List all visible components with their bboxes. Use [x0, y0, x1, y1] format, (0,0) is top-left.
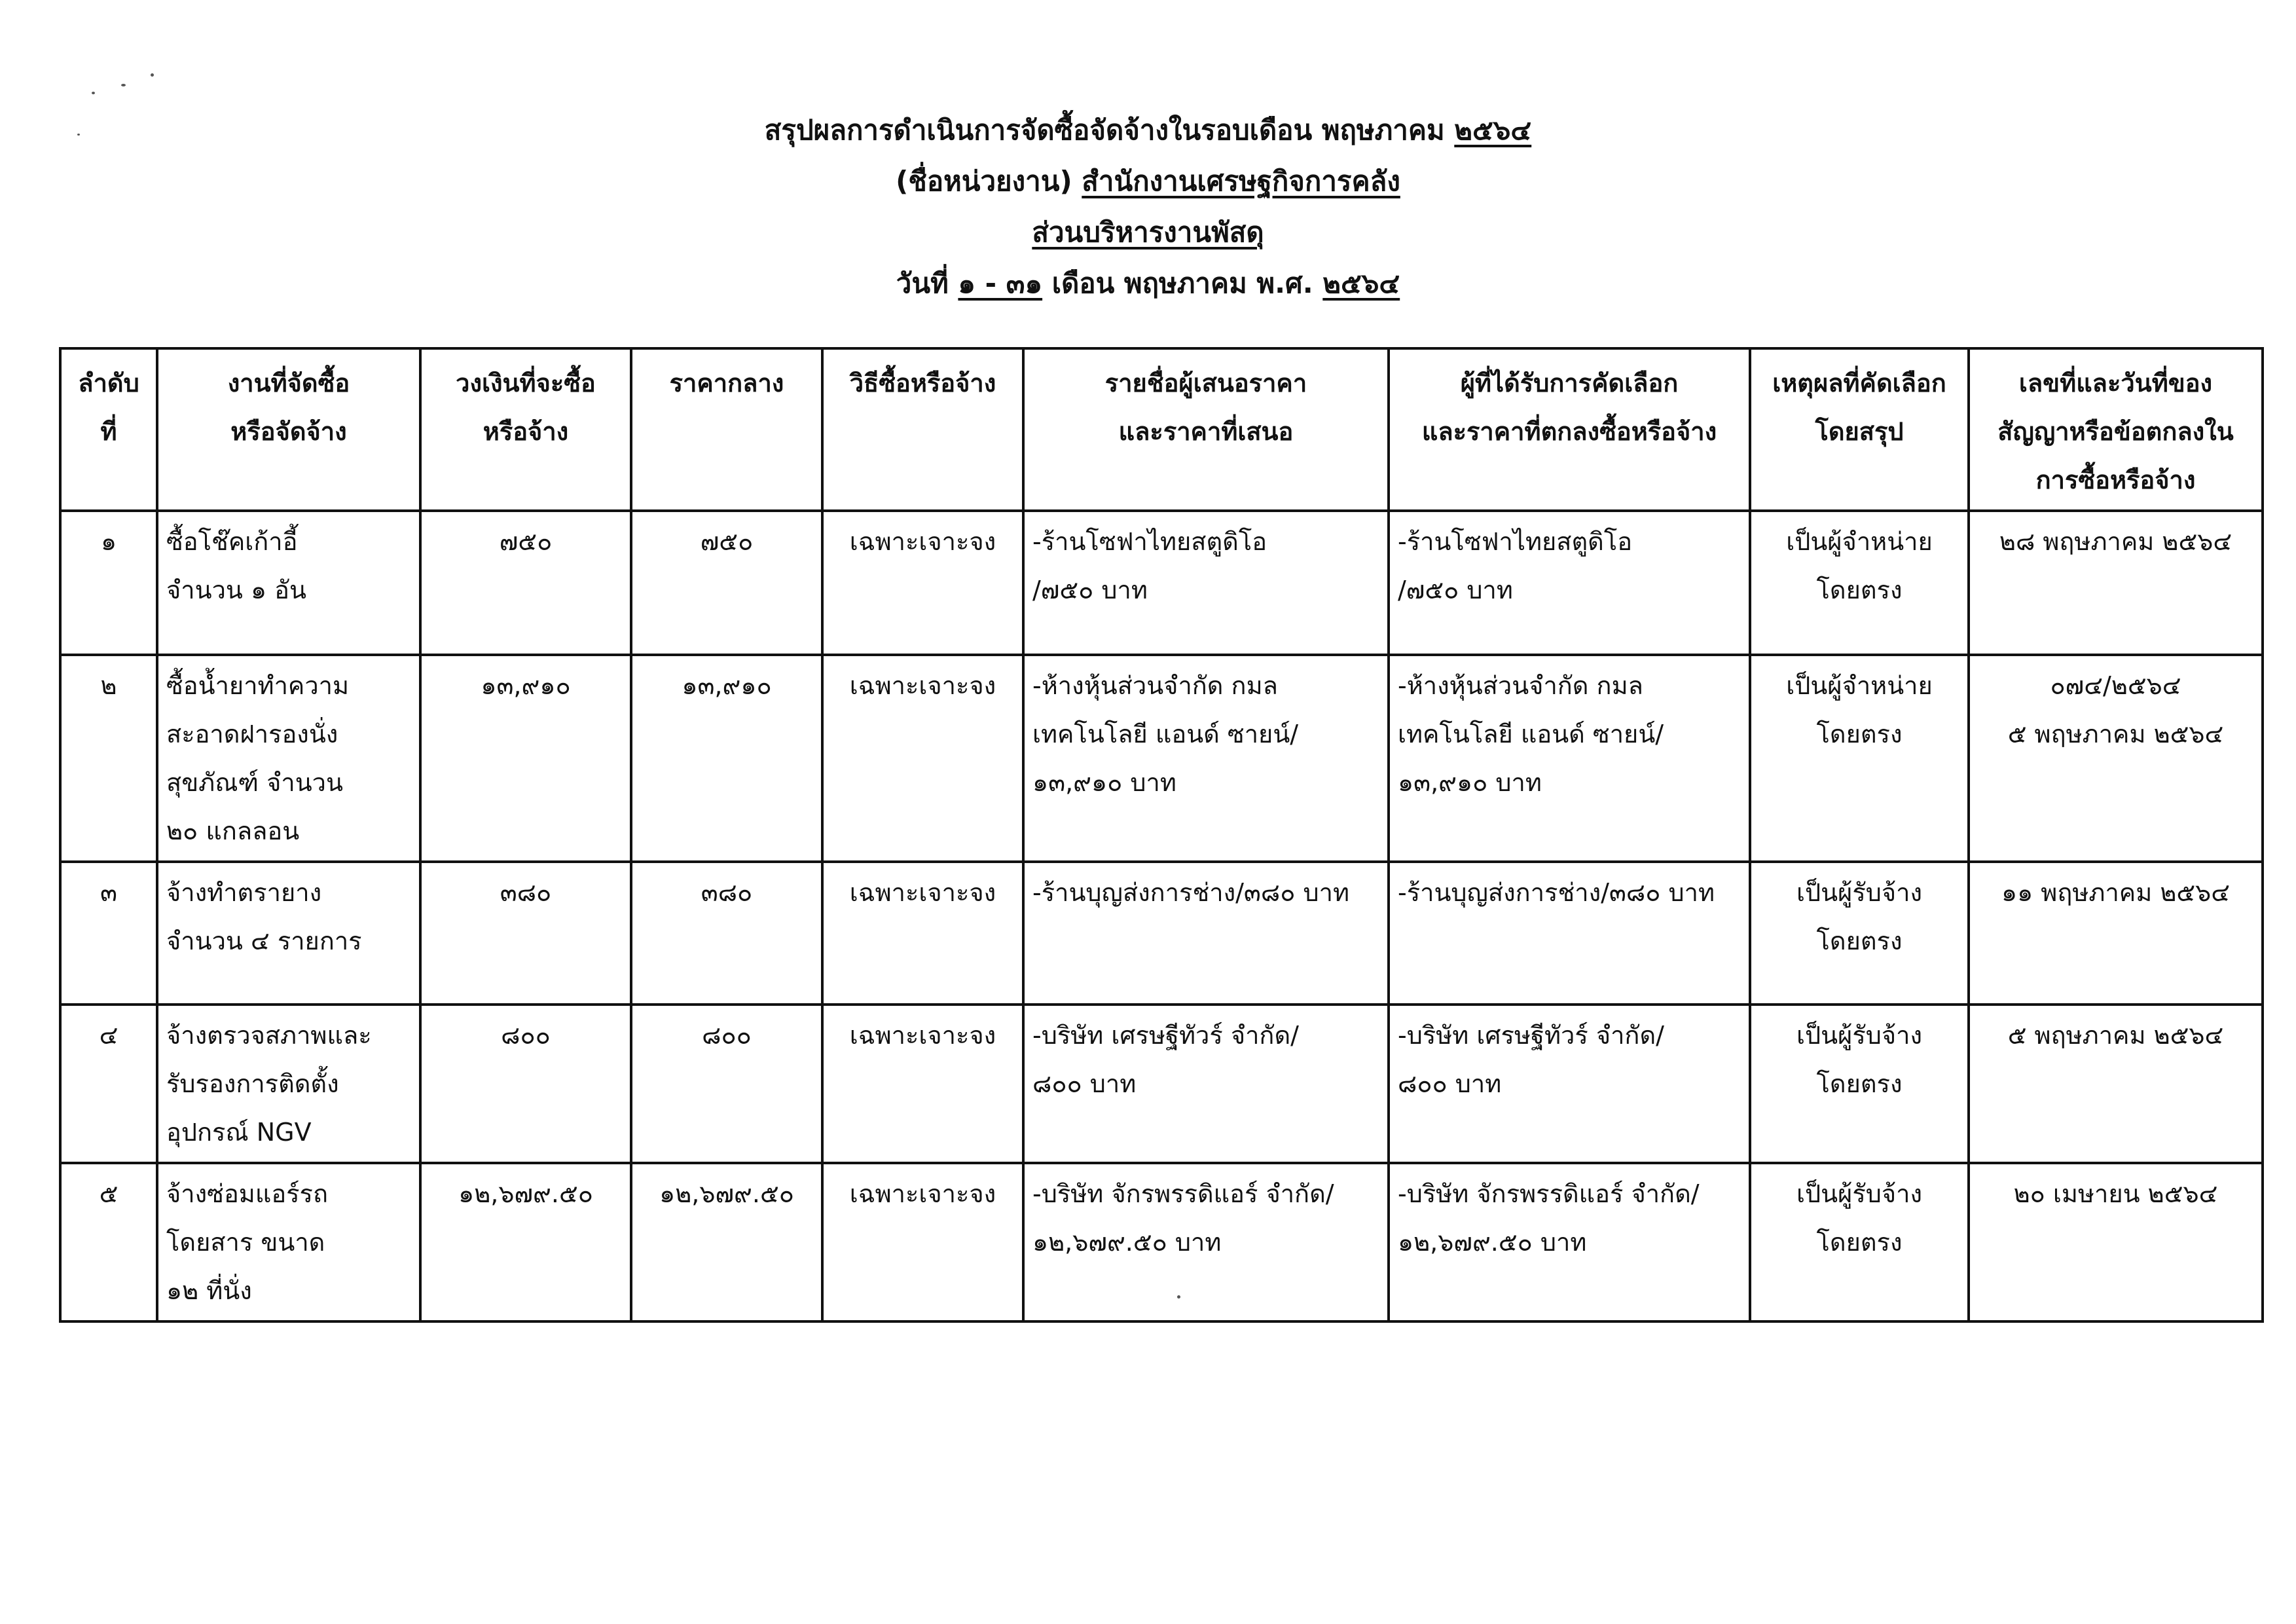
cell-selected	[1389, 862, 1750, 1005]
cell-line: ๑๒,๖๗๙.๕๐ บาท	[1398, 1228, 1587, 1257]
header-no: ลำดับ ที่	[60, 348, 157, 511]
cell-line: อุปกรณ์ NGV	[166, 1118, 312, 1147]
cell-bidders	[1023, 1005, 1389, 1163]
cell-line: โดยสาร ขนาด	[166, 1228, 325, 1257]
cell-line: -ห้างหุ้นส่วนจำกัด กมล	[1032, 671, 1278, 700]
cell-item	[157, 511, 420, 655]
cell-line: ๐๗๔/๒๕๖๔	[2050, 671, 2181, 700]
document-title	[0, 105, 2296, 156]
cell-line: -ร้านโซฟาไทยสตูดิโอ	[1032, 527, 1267, 556]
cell-median-price: ๘๐๐	[631, 1005, 822, 1163]
cell-line: ๑๓,๙๑๐ บาท	[1032, 768, 1176, 797]
cell-median-price: ๑๒,๖๗๙.๕๐	[631, 1163, 822, 1321]
cell-line: ๑๒,๖๗๙.๕๐ บาท	[1032, 1228, 1222, 1257]
cell-line: ๑๒ ที่นั่ง	[166, 1276, 252, 1305]
cell-line: เป็นผู้รับจ้าง	[1796, 1021, 1923, 1050]
cell-budget: ๘๐๐	[420, 1005, 631, 1163]
division-name: ส่วนบริหารงานพัสดุ	[1032, 216, 1264, 248]
cell-line: ๒๘ พฤษภาคม ๒๕๖๔	[1999, 527, 2232, 556]
cell-item	[157, 1163, 420, 1321]
cell-method: เฉพาะเจาะจง	[822, 862, 1023, 1005]
cell-budget: ๗๕๐	[420, 511, 631, 655]
table-row	[60, 1005, 2263, 1163]
cell-line: ๘๐๐ บาท	[1398, 1069, 1502, 1098]
cell-line: รับรองการติดตั้ง	[166, 1069, 339, 1098]
document-header	[0, 105, 2296, 309]
header-method: วิธีซื้อหรือจ้าง	[822, 348, 1023, 511]
cell-line: -บริษัท จักรพรรดิแอร์ จำกัด/	[1032, 1179, 1334, 1208]
cell-median-price: ๑๓,๙๑๐	[631, 655, 822, 862]
cell-line: โดยตรง	[1816, 576, 1903, 604]
cell-line: ๕ พฤษภาคม ๒๕๖๔	[2007, 1021, 2224, 1050]
agency-label: (ชื่อหน่วยงาน)	[896, 165, 1082, 197]
scan-speck	[92, 92, 95, 94]
header-budget: วงเงินที่จะซื้อ หรือจ้าง	[420, 348, 631, 511]
cell-line: สุขภัณฑ์ จำนวน	[166, 768, 343, 797]
cell-contract	[1969, 511, 2263, 655]
cell-reason	[1750, 862, 1969, 1005]
table-row	[60, 1163, 2263, 1321]
cell-line: เป็นผู้จำหน่าย	[1786, 527, 1933, 556]
cell-reason	[1750, 655, 1969, 862]
table-header-row	[60, 348, 2263, 511]
cell-line: -บริษัท เศรษฐีทัวร์ จำกัด/	[1032, 1021, 1299, 1050]
division-line	[0, 207, 2296, 258]
scan-speck	[151, 73, 154, 77]
cell-median-price: ๗๕๐	[631, 511, 822, 655]
table-row	[60, 655, 2263, 862]
cell-no: ๓	[60, 862, 157, 1005]
cell-reason	[1750, 1163, 1969, 1321]
procurement-table	[59, 347, 2264, 1323]
cell-bidders	[1023, 511, 1389, 655]
cell-selected	[1389, 655, 1750, 862]
cell-method: เฉพาะเจาะจง	[822, 655, 1023, 862]
header-item: งานที่จัดซื้อ หรือจัดจ้าง	[157, 348, 420, 511]
cell-line: -ร้านบุญส่งการช่าง/๓๘๐ บาท	[1398, 878, 1715, 907]
cell-method: เฉพาะเจาะจง	[822, 1005, 1023, 1163]
cell-item	[157, 655, 420, 862]
cell-reason	[1750, 511, 1969, 655]
header-contract: เลขที่และวันที่ของ สัญญาหรือข้อตกลงใน การซื้อหรือจ้าง	[1969, 348, 2263, 511]
cell-bidders	[1023, 1163, 1389, 1321]
cell-line: โดยตรง	[1816, 720, 1903, 748]
cell-method: เฉพาะเจาะจง	[822, 1163, 1023, 1321]
cell-line: ซื้อน้ำยาทำความ	[166, 671, 350, 700]
cell-line: -บริษัท เศรษฐีทัวร์ จำกัด/	[1398, 1021, 1664, 1050]
cell-line: โดยตรง	[1816, 1069, 1903, 1098]
cell-item	[157, 1005, 420, 1163]
table-row	[60, 862, 2263, 1005]
cell-line: จ้างตรวจสภาพและ	[166, 1021, 372, 1050]
cell-selected	[1389, 1163, 1750, 1321]
cell-bidders	[1023, 655, 1389, 862]
cell-method: เฉพาะเจาะจง	[822, 511, 1023, 655]
cell-line: สะอาดฝารองนั่ง	[166, 720, 338, 748]
agency-line	[0, 156, 2296, 207]
cell-reason	[1750, 1005, 1969, 1163]
cell-budget: ๑๒,๖๗๙.๕๐	[420, 1163, 631, 1321]
scan-speck	[121, 84, 126, 86]
table-row	[60, 511, 2263, 655]
title-text: สรุปผลการดำเนินการจัดซื้อจัดจ้างในรอบเดือน พฤษภาคม	[764, 114, 1455, 146]
cell-line: ๘๐๐ บาท	[1032, 1069, 1137, 1098]
cell-contract	[1969, 655, 2263, 862]
cell-line: ๒๐ เมษายน ๒๕๖๔	[2013, 1179, 2218, 1208]
cell-line: จ้างทำตรายาง	[166, 878, 322, 907]
cell-no: ๑	[60, 511, 157, 655]
cell-line: /๗๕๐ บาท	[1398, 576, 1513, 604]
cell-line: ซื้อโช๊คเก้าอี้	[166, 527, 298, 556]
cell-item	[157, 862, 420, 1005]
cell-line: -บริษัท จักรพรรดิแอร์ จำกัด/	[1398, 1179, 1700, 1208]
cell-no: ๒	[60, 655, 157, 862]
header-median-price: ราคากลาง	[631, 348, 822, 511]
cell-line: จำนวน ๑ อัน	[166, 576, 306, 604]
date-range: ๑ - ๓๑	[958, 267, 1043, 299]
header-bidders: รายชื่อผู้เสนอราคา และราคาที่เสนอ	[1023, 348, 1389, 511]
cell-line: โดยตรง	[1816, 1228, 1903, 1257]
cell-line: เทคโนโลยี แอนด์ ซายน์/	[1032, 720, 1299, 748]
cell-bidders	[1023, 862, 1389, 1005]
cell-line: เป็นผู้รับจ้าง	[1796, 1179, 1923, 1208]
cell-line: -ร้านบุญส่งการช่าง/๓๘๐ บาท	[1032, 878, 1349, 907]
cell-line: เทคโนโลยี แอนด์ ซายน์/	[1398, 720, 1664, 748]
cell-line: เป็นผู้จำหน่าย	[1786, 671, 1933, 700]
title-year: ๒๕๖๔	[1454, 114, 1532, 146]
agency-name: สำนักงานเศรษฐกิจการคลัง	[1082, 165, 1400, 197]
cell-contract	[1969, 1163, 2263, 1321]
date-year: ๒๕๖๔	[1322, 267, 1400, 299]
header-reason: เหตุผลที่คัดเลือก โดยสรุป	[1750, 348, 1969, 511]
cell-contract	[1969, 1005, 2263, 1163]
cell-line: -ห้างหุ้นส่วนจำกัด กมล	[1398, 671, 1643, 700]
cell-line: ๕ พฤษภาคม ๒๕๖๔	[2007, 720, 2224, 748]
date-line	[0, 258, 2296, 309]
header-selected: ผู้ที่ได้รับการคัดเลือก และราคาที่ตกลงซื้อหรือจ้าง	[1389, 348, 1750, 511]
cell-line: /๗๕๐ บาท	[1032, 576, 1148, 604]
cell-line: ๑๓,๙๑๐ บาท	[1398, 768, 1542, 797]
cell-budget: ๑๓,๙๑๐	[420, 655, 631, 862]
cell-budget: ๓๘๐	[420, 862, 631, 1005]
date-month: เดือน พฤษภาคม พ.ศ.	[1042, 267, 1323, 299]
cell-no: ๕	[60, 1163, 157, 1321]
cell-line: จำนวน ๔ รายการ	[166, 927, 362, 955]
cell-contract	[1969, 862, 2263, 1005]
cell-selected	[1389, 1005, 1750, 1163]
date-label: วันที่	[896, 267, 958, 299]
cell-line: เป็นผู้รับจ้าง	[1796, 878, 1923, 907]
cell-selected	[1389, 511, 1750, 655]
cell-line: ๒๐ แกลลอน	[166, 817, 300, 845]
cell-line: ๑๑ พฤษภาคม ๒๕๖๔	[2001, 878, 2231, 907]
cell-line: โดยตรง	[1816, 927, 1903, 955]
cell-median-price: ๓๘๐	[631, 862, 822, 1005]
cell-no: ๔	[60, 1005, 157, 1163]
cell-line: จ้างซ่อมแอร์รถ	[166, 1179, 328, 1208]
cell-line: -ร้านโซฟาไทยสตูดิโอ	[1398, 527, 1633, 556]
